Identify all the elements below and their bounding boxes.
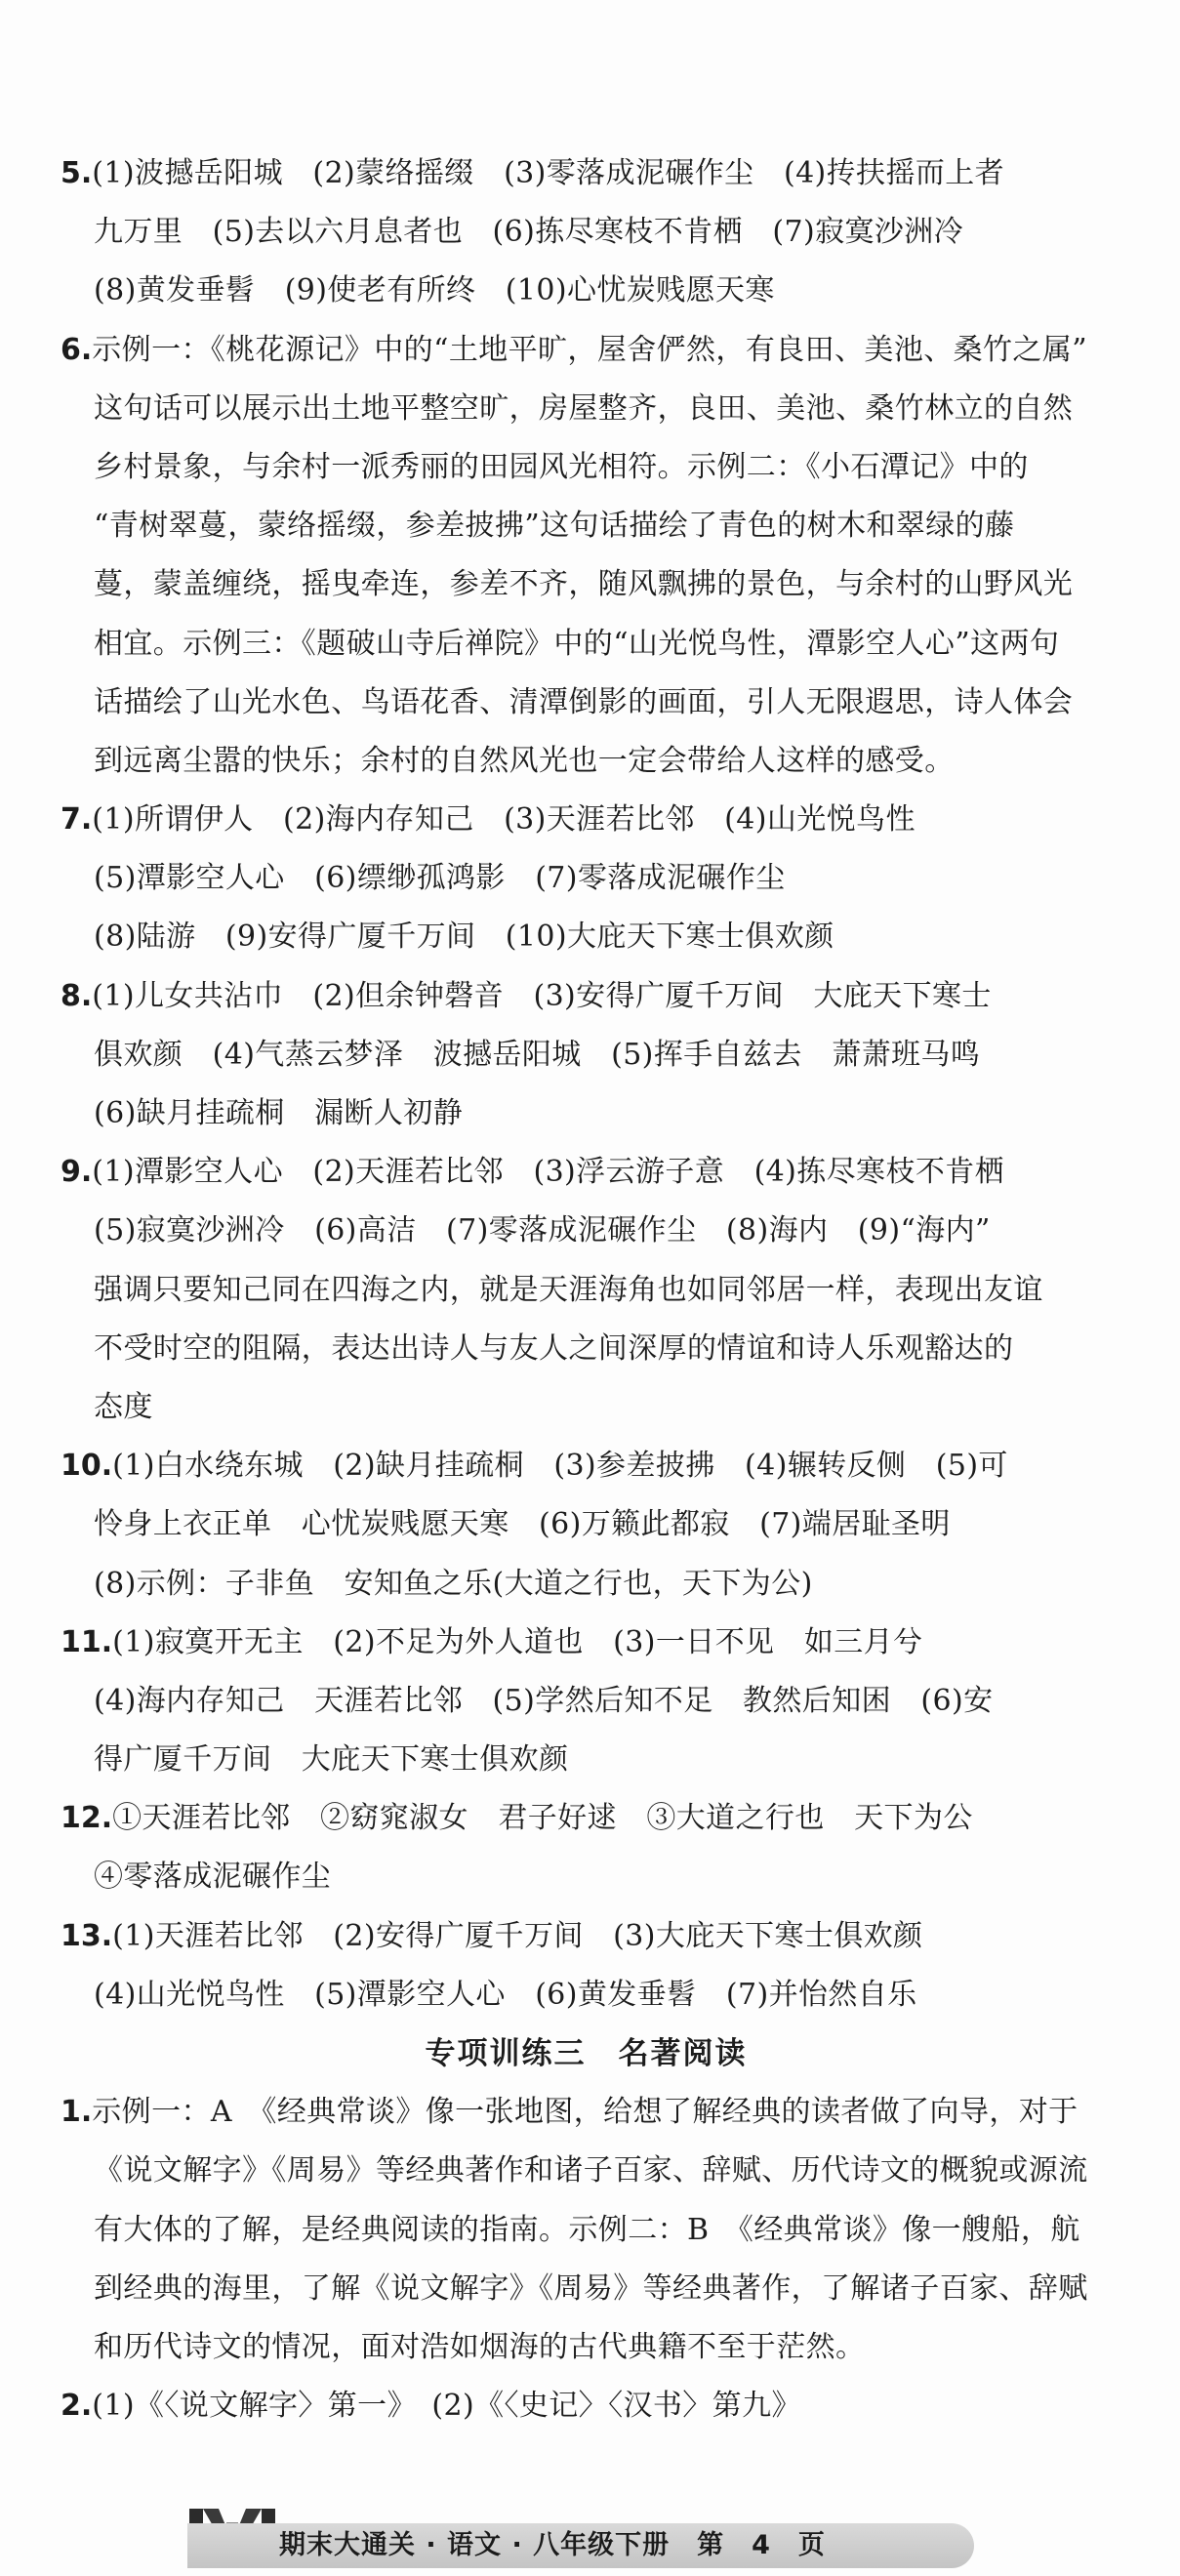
answer-line [57, 1261, 1116, 1320]
question-number: 11. [61, 1624, 113, 1659]
answer-line [57, 908, 1116, 966]
answer-line [57, 2201, 1116, 2260]
answer-text: 有大体的了解，是经典阅读的指南。示例二：B 《经典常谈》像一艘船，航 [94, 2212, 1080, 2247]
answer-line [57, 1672, 1116, 1731]
answer-line [57, 2142, 1116, 2200]
question-number: 1. [61, 2095, 93, 2130]
answer-text: 话描绘了山光水色、鸟语花香、清潭倒影的画面，引人无限遐思，诗人体会 [94, 684, 1074, 719]
answer-text: 九万里 (5)去以六月息者也 (6)拣尽寒枝不肯栖 (7)寂寞沙洲冷 [94, 215, 964, 250]
question-line [57, 1789, 1116, 1848]
answer-text: (5)寂寞沙洲冷 (6)高洁 (7)零落成泥碾作尘 (8)海内 (9)“海内” [94, 1213, 991, 1248]
question-line [57, 1437, 1116, 1495]
answer-text: 《说文解字》《周易》等经典著作和诸子百家、辞赋、历代诗文的概貌或源流 [94, 2153, 1088, 2188]
answer-line [57, 1084, 1116, 1143]
answer-text: 蔓，蒙盖缠绕，摇曳牵连，参差不齐，随风飘拂的景色，与余村的山野风光 [94, 567, 1074, 602]
answer-text: 这句话可以展示出土地平整空旷，房屋整齐，良田、美池、桑竹林立的自然 [94, 390, 1074, 426]
question-line [57, 144, 1116, 203]
answer-text: 得广厦千万间 大庇天下寒士俱欢颜 [94, 1742, 569, 1778]
answer-line [57, 438, 1116, 497]
answer-text: 态度 [94, 1389, 153, 1424]
answer-line [57, 615, 1116, 674]
answer-line [57, 674, 1116, 732]
answer-text: 到经典的海里，了解《说文解字》《周易》等经典著作，了解诸子百家、辞赋 [94, 2270, 1088, 2306]
question-number: 7. [61, 802, 93, 838]
answer-line [57, 732, 1116, 791]
answer-text: 和历代诗文的情况，面对浩如烟海的古代典籍不至于茫然。 [94, 2329, 866, 2364]
answer-text: (1)寂寞开无主 (2)不足为外人道也 (3)一日不见 如三月兮 [112, 1624, 923, 1659]
answer-line [57, 1495, 1116, 1554]
answer-text: 示例一：《桃花源记》中的“土地平旷，屋舍俨然，有良田、美池、桑竹之属” [92, 332, 1087, 367]
question-number: 9. [61, 1155, 93, 1190]
answer-text: (1)波撼岳阳城 (2)蒙络摇缀 (3)零落成泥碾作尘 (4)抟扶摇而上者 [92, 156, 1005, 190]
answer-line [57, 1202, 1116, 1260]
answer-line [57, 2318, 1116, 2377]
answer-line [57, 262, 1116, 320]
answer-line [57, 1026, 1116, 1084]
question-number: 10. [61, 1449, 113, 1484]
answer-line [57, 1320, 1116, 1378]
question-number: 5. [61, 156, 93, 190]
answer-text: 到远离尘嚣的快乐；余村的自然风光也一定会带给人这样的感受。 [94, 743, 955, 778]
answer-text: 俱欢颜 (4)气蒸云梦泽 波撼岳阳城 (5)挥手自兹去 萧萧班马鸣 [94, 1037, 981, 1072]
page-footer: 期末大通关 · 语文 · 八年级下册 第 4 页 [187, 2523, 974, 2568]
question-number: 8. [61, 978, 93, 1013]
answer-text: 乡村景象，与余村一派秀丽的田园风光相符。示例二：《小石潭记》中的 [94, 449, 1029, 484]
answer-line [57, 1966, 1116, 2024]
answer-text: 不受时空的阻隔，表达出诗人与友人之间深厚的情谊和诗人乐观豁达的 [94, 1330, 1014, 1366]
answer-text: ④零落成泥碾作尘 [94, 1860, 332, 1895]
answer-text: (1)儿女共沾巾 (2)但余钟磬音 (3)安得广厦千万间 大庇天下寒士 [92, 978, 992, 1013]
question-number: 2. [61, 2389, 93, 2424]
answer-line [57, 555, 1116, 614]
question-number: 6. [61, 332, 93, 367]
answer-text: (1)天涯若比邻 (2)安得广厦千万间 (3)大庇天下寒士俱欢颜 [112, 1918, 923, 1953]
question-line [57, 1143, 1116, 1202]
question-line [57, 321, 1116, 380]
answer-line [57, 2260, 1116, 2318]
question-line [57, 1907, 1116, 1966]
answer-line [57, 849, 1116, 908]
answer-line [57, 380, 1116, 438]
answer-text: (4)山光悦鸟性 (5)潭影空人心 (6)黄发垂髫 (7)并怡然自乐 [94, 1977, 917, 2012]
answer-line [57, 1848, 1116, 1906]
answer-text: 相宜。示例三：《题破山寺后禅院》中的“山光悦鸟性，潭影空人心”这两句 [94, 626, 1060, 661]
answer-text: (1)潭影空人心 (2)天涯若比邻 (3)浮云游子意 (4)拣尽寒枝不肯栖 [92, 1155, 1005, 1190]
question-line [57, 791, 1116, 849]
answer-line [57, 1555, 1116, 1614]
question-line [57, 967, 1116, 1026]
answer-text: 强调只要知己同在四海之内，就是天涯海角也如同邻居一样，表现出友谊 [94, 1272, 1043, 1307]
question-line [57, 2083, 1116, 2142]
answer-text: (6)缺月挂疏桐 漏断人初静 [94, 1096, 464, 1130]
question-number: 12. [61, 1801, 113, 1836]
answer-line [57, 203, 1116, 262]
answer-content [57, 144, 1116, 2435]
answer-text: 怜身上衣正单 心忧炭贱愿天寒 (6)万籁此都寂 (7)端居耻圣明 [94, 1507, 951, 1542]
answer-line [57, 1378, 1116, 1437]
answer-text: 示例一：A 《经典常谈》像一张地图，给想了解经典的读者做了向导，对于 [92, 2095, 1078, 2130]
answer-text: (1)白水绕东城 (2)缺月挂疏桐 (3)参差披拂 (4)辗转反侧 (5)可 [112, 1449, 1008, 1484]
answer-text: (8)示例：子非鱼 安知鱼之乐(大道之行也，天下为公) [94, 1566, 813, 1601]
question-line [57, 2377, 1116, 2435]
question-line [57, 1614, 1116, 1672]
answer-text: (5)潭影空人心 (6)缥缈孤鸿影 (7)零落成泥碾作尘 [94, 861, 786, 896]
answer-text: “青树翠蔓，蒙络摇缀，参差披拂”这句话描绘了青色的树木和翠绿的藤 [94, 509, 1015, 544]
answer-text: (1)《〈说文解字〉第一》 (2)《〈史记〉〈汉书〉第九》 [92, 2389, 801, 2424]
answer-text: (1)所谓伊人 (2)海内存知己 (3)天涯若比邻 (4)山光悦鸟性 [92, 802, 916, 838]
answer-text: ①天涯若比邻 ②窈窕淑女 君子好逑 ③大道之行也 天下为公 [112, 1801, 973, 1836]
answer-line [57, 1731, 1116, 1789]
answer-line [57, 497, 1116, 555]
answer-text: (8)黄发垂髫 (9)使老有所终 (10)心忧炭贱愿天寒 [94, 273, 775, 308]
question-number: 13. [61, 1918, 113, 1953]
answer-text: (4)海内存知己 天涯若比邻 (5)学然后知不足 教然后知困 (6)安 [94, 1683, 994, 1718]
answer-text: (8)陆游 (9)安得广厦千万间 (10)大庇天下寒士俱欢颜 [94, 920, 834, 955]
section-title: 专项训练三 名著阅读 [425, 2036, 748, 2071]
